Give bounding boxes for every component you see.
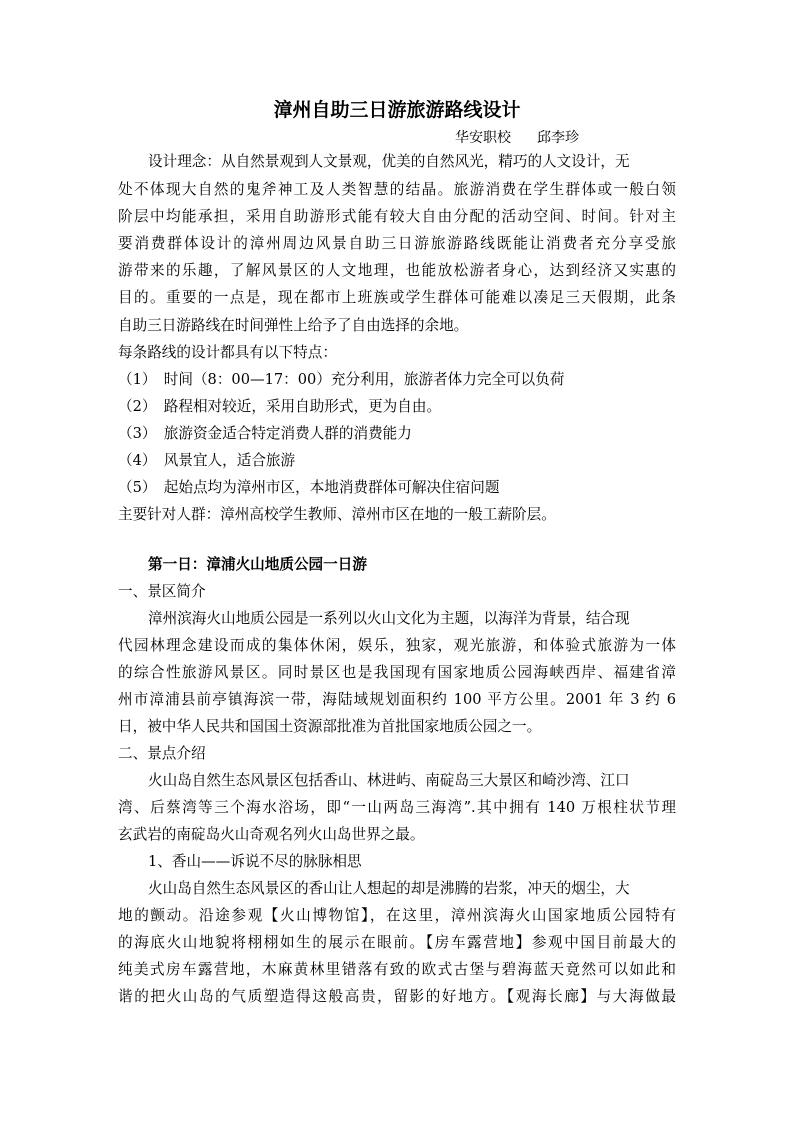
subsection-heading: 一、景区简介 bbox=[118, 583, 206, 600]
paragraph-line: 漳州滨海火山地质公园是一系列以火山文化为主题，以海洋为背景，结合现 bbox=[148, 610, 630, 627]
paragraph-line: 玄武岩的南碇岛火山奇观名列火山岛世界之最。 bbox=[118, 826, 425, 843]
author-name: 邱李珍 bbox=[537, 130, 579, 146]
paragraph-line: 纯美式房车露营地，木麻黄林里错落有致的欧式古堡与碧海蓝天竟然可以如此和 bbox=[118, 961, 676, 978]
subsection-heading: 1、香山——诉说不尽的脉脉相思 bbox=[148, 853, 362, 870]
paragraph-line: 州市漳浦县前亭镇海滨一带，海陆域规划面积约 100 平方公里。2001 年 3 约 6 bbox=[118, 691, 676, 708]
paragraph-line: 火山岛自然生态风景区的香山让人想起的却是沸腾的岩浆，冲天的烟尘，大 bbox=[148, 880, 630, 897]
list-item: （4） 风景宜人，适合旅游 bbox=[118, 452, 296, 469]
paragraph-line: 要消费群体设计的漳州周边风景自助三日游旅游路线既能让消费者充分享受旅 bbox=[118, 235, 676, 252]
paragraph-line: 湾、后蔡湾等三个海水浴场，即“一山两岛三海湾”.其中拥有 140 万根柱状节理 bbox=[118, 799, 676, 816]
list-item: （3） 旅游资金适合特定消费人群的消费能力 bbox=[118, 425, 412, 442]
paragraph-line: 代园林理念建设而成的集体休闲，娱乐，独家，观光旅游，和体验式旅游为一体 bbox=[118, 637, 676, 654]
section-heading: 第一日：漳浦火山地质公园一日游 bbox=[148, 556, 367, 573]
paragraph-line: 阶层中均能承担，采用自助游形式能有较大自由分配的活动空间、时间。针对主 bbox=[118, 208, 676, 225]
paragraph-line: 目的。重要的一点是，现在都市上班族或学生群体可能难以凑足三天假期，此条 bbox=[118, 289, 676, 306]
paragraph-line: 游带来的乐趣，了解风景区的人文地理，也能放松游者身心，达到经济又实惠的 bbox=[118, 262, 676, 279]
paragraph-line: 的综合性旅游风景区。同时景区也是我国现有国家地质公园海峡西岸、福建省漳 bbox=[118, 664, 676, 681]
paragraph-line: 自助三日游路线在时间弹性上给予了自由选择的余地。 bbox=[118, 317, 469, 334]
paragraph-line: 设计理念：从自然景观到人文景观，优美的自然风光，精巧的人文设计，无 bbox=[148, 153, 630, 170]
paragraph-line: 火山岛自然生态风景区包括香山、林进屿、南碇岛三大景区和崎沙湾、江口 bbox=[148, 772, 630, 789]
document-title: 漳州自助三日游旅游路线设计 bbox=[273, 99, 521, 121]
paragraph-line: 地的颤动。沿途参观【火山博物馆】，在这里，漳州滨海火山国家地质公园特有 bbox=[118, 907, 676, 924]
paragraph-line: 日，被中华人民共和国国土资源部批准为首批国家地质公园之一。 bbox=[118, 718, 542, 735]
paragraph-line: 谐的把火山岛的气质塑造得这般高贵，留影的好地方。【观海长廊】与大海做最 bbox=[118, 988, 676, 1005]
list-item: （5） 起始点均为漳州市区，本地消费群体可解决住宿问题 bbox=[118, 479, 500, 496]
school-name: 华安职校 bbox=[455, 130, 511, 146]
paragraph-line: 的海底火山地貌将栩栩如生的展示在眼前。【房车露营地】参观中国目前最大的 bbox=[118, 934, 676, 951]
paragraph-line: 每条路线的设计都具有以下特点： bbox=[118, 344, 337, 361]
paragraph-line: 主要针对人群：漳州高校学生教师、漳州市区在地的一般工薪阶层。 bbox=[118, 506, 556, 523]
subsection-heading: 二、景点介绍 bbox=[118, 745, 206, 762]
list-item: （2） 路程相对较近，采用自助形式，更为自由。 bbox=[118, 398, 442, 415]
byline bbox=[455, 128, 579, 148]
list-item: （1） 时间（8：00—17：00）充分利用，旅游者体力完全可以负荷 bbox=[118, 371, 565, 388]
paragraph-line: 处不体现大自然的鬼斧神工及人类智慧的结晶。旅游消费在学生群体或一般白领 bbox=[118, 181, 676, 198]
